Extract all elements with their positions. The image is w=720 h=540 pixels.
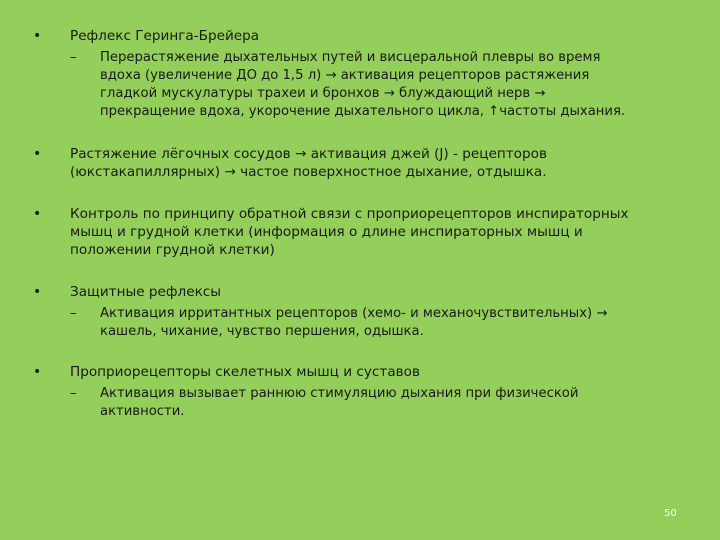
sub-line: Активация ирритантных рецепторов (хемо- и механочувствительных) → bbox=[100, 306, 608, 321]
bullet-marker: • bbox=[33, 206, 42, 222]
sub-line: гладкой мускулатуры трахеи и бронхов → блуждающий нерв → bbox=[100, 86, 546, 101]
bullet-marker: • bbox=[33, 364, 42, 380]
bullet-heading: Рефлекс Геринга-Брейера bbox=[70, 28, 260, 44]
bullet-text bbox=[70, 205, 700, 259]
bullet-marker: • bbox=[33, 146, 42, 162]
bullet-heading: Защитные рефлексы bbox=[70, 284, 221, 300]
sub-line: Перерастяжение дыхательных путей и висцеральной плевры во время bbox=[100, 50, 601, 65]
dash-marker: – bbox=[70, 386, 77, 401]
text-line: мышц и грудной клетки (информация о длине инспираторных мышц и bbox=[70, 224, 583, 240]
sub-line: вдоха (увеличение ДО до 1,5 л) → активация рецепторов растяжения bbox=[100, 68, 590, 83]
text-line: (юкстакапиллярных) → частое поверхностное дыхание, отдышка. bbox=[70, 164, 547, 180]
sub-line: прекращение вдоха, укорочение дыхательного цикла, ↑частоты дыхания. bbox=[100, 104, 626, 119]
bullet-text bbox=[70, 145, 700, 181]
text-line: Растяжение лёгочных сосудов → активация джей (J) - рецепторов bbox=[70, 146, 547, 162]
bullet-marker: • bbox=[33, 28, 42, 44]
sub-line: активности. bbox=[100, 404, 185, 419]
sub-text bbox=[100, 385, 680, 421]
page-number: 50 bbox=[664, 508, 677, 519]
text-line: Контроль по принципу обратной связи с проприорецепторов инспираторных bbox=[70, 206, 629, 222]
dash-marker: – bbox=[70, 50, 77, 65]
sub-line: Активация вызывает раннюю стимуляцию дыхания при физической bbox=[100, 386, 579, 401]
sub-text bbox=[100, 49, 680, 121]
sub-line: кашель, чихание, чувство першения, одышка. bbox=[100, 324, 424, 339]
sub-text bbox=[100, 305, 680, 341]
bullet-heading: Проприорецепторы скелетных мышц и суставов bbox=[70, 364, 420, 380]
bullet-marker: • bbox=[33, 284, 42, 300]
text-line: положении грудной клетки) bbox=[70, 242, 275, 258]
dash-marker: – bbox=[70, 306, 77, 321]
